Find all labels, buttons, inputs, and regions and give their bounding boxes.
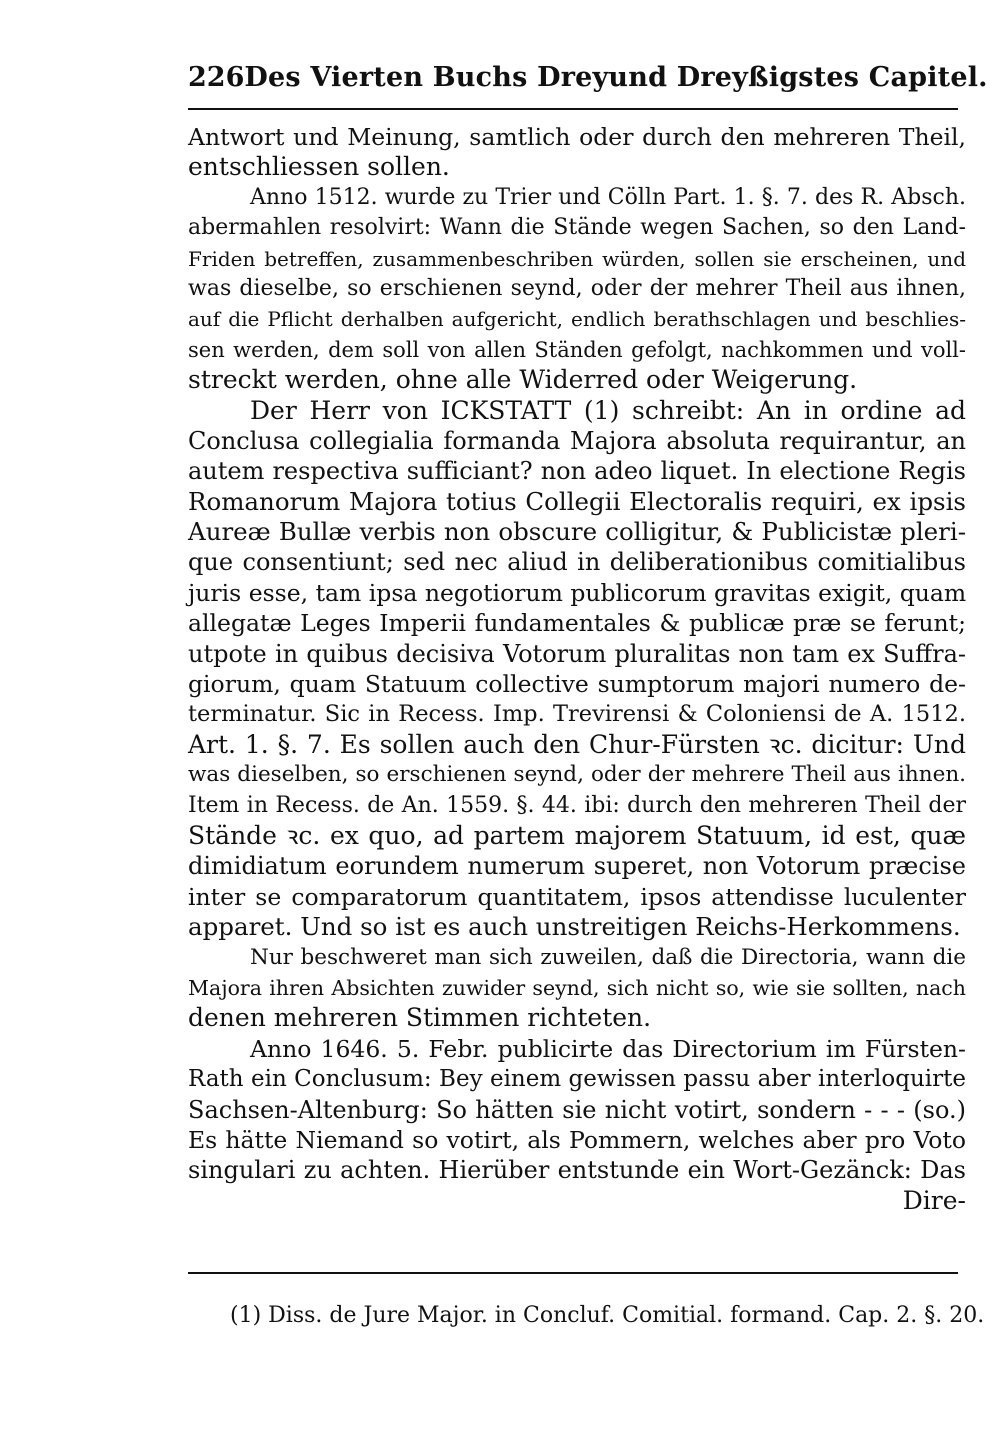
text-line: Es hätte Niemand so votirt, als Pommern, welches aber pro Voto: [188, 1125, 966, 1154]
text-line: Antwort und Meinung, samtlich oder durch den mehreren Theil,: [188, 123, 966, 151]
text-line: was dieselbe, so erschienen seynd, oder der mehrer Theil aus ihnen,: [188, 275, 966, 301]
text-line: Stände ꝛc. ex quo, ad partem majorem Statuum, id est, quæ: [188, 820, 966, 850]
text-line: utpote in quibus decisiva Votorum pluralitas non tam ex Suffra-: [188, 639, 966, 668]
footnote-rule: [188, 1272, 958, 1274]
text-line: juris esse, tam ipsa negotiorum publicorum gravitas exigit, quam: [188, 578, 967, 607]
running-head: Des Vierten Buchs Dreyund Dreyßigstes Capitel.: [244, 62, 988, 93]
text-line: sen werden, dem soll von allen Ständen gefolgt, nachkommen und voll-: [188, 337, 966, 362]
text-line: Sachsen-Altenburg: So hätten sie nicht votirt, sondern - - - (so.): [188, 1095, 966, 1124]
page-header: [188, 62, 988, 102]
text-line: Friden betreffen, zusammenbeschriben würden, sollen sie erscheinen, und: [188, 246, 966, 271]
body-text: [188, 122, 966, 1216]
text-line: denen mehreren Stimmen richteten.: [188, 1003, 652, 1033]
text-line: entschliessen sollen.: [188, 152, 450, 182]
text-line: Romanorum Majora totius Collegii Electoralis requiri, ex ipsis: [188, 486, 966, 516]
text-line: Conclusa collegialia formanda Majora absoluta requirantur, an: [188, 426, 966, 455]
text-line: inter se comparatorum quantitatem, ipsos attendisse luculenter: [188, 882, 966, 911]
text-line: Anno 1646. 5. Febr. publicirte das Directorium im Fürsten-: [250, 1034, 966, 1063]
text-line: que consentiunt; sed nec aliud in deliberationibus comitialibus: [188, 548, 966, 577]
footnote: (1) Diss. de Jure Major. in Concluf. Comitial. formand. Cap. 2. §. 20.: [230, 1303, 985, 1328]
text-line: singulari zu achten. Hierüber entstunde ein Wort-Gezänck: Das: [188, 1156, 966, 1185]
text-line: Aureæ Bullæ verbis non obscure colligitur, & Publicistæ pleri-: [188, 517, 966, 547]
text-line: was dieselben, so erschienen seynd, oder der mehrere Theil aus ihnen.: [188, 762, 966, 788]
text-line: Nur beschweret man sich zuweilen, daß die Directoria, wann die: [250, 944, 966, 970]
header-rule: [188, 108, 958, 110]
text-line: Anno 1512. wurde zu Trier und Cölln Part. 1. §. 7. des R. Absch.: [250, 184, 966, 210]
text-line: streckt werden, ohne alle Widerred oder Weigerung.: [188, 365, 858, 395]
text-line: giorum, quam Statuum collective sumptorum majori numero de-: [188, 670, 966, 699]
page-number: 226: [188, 62, 245, 93]
text-line: terminatur. Sic in Recess. Imp. Trevirensi & Coloniensi de A. 1512.: [188, 701, 966, 728]
text-line: allegatæ Leges Imperii fundamentales & publicæ præ se ferunt;: [188, 609, 966, 638]
text-line: dimidiatum eorundem numerum superet, non Votorum præcise: [188, 852, 966, 881]
text-line: Art. 1. §. 7. Es sollen auch den Chur-Fürsten ꝛc. dicitur: Und: [188, 729, 966, 759]
text-line: Rath ein Conclusum: Bey einem gewissen passu aber interloquirte: [188, 1066, 966, 1093]
text-line: abermahlen resolvirt: Wann die Stände wegen Sachen, so den Land-: [188, 215, 966, 241]
text-line: Majora ihren Absichten zuwider seynd, sich nicht so, wie sie sollten, nach: [188, 975, 966, 1000]
text-line: auf die Pflicht derhalben aufgericht, endlich berathschlagen und beschlies-: [188, 307, 966, 332]
text-line: Der Herr von ICKSTATT (1) schreibt: An in ordine ad: [250, 395, 966, 425]
text-line: Item in Recess. de An. 1559. §. 44. ibi: durch den mehreren Theil der: [188, 792, 966, 818]
text-line: autem respectiva sufficiant? non adeo liquet. In electione Regis: [188, 457, 966, 486]
text-line: Dire-: [902, 1185, 966, 1215]
text-line: apparet. Und so ist es auch unstreitigen Reichs-Herkommens.: [188, 912, 961, 942]
